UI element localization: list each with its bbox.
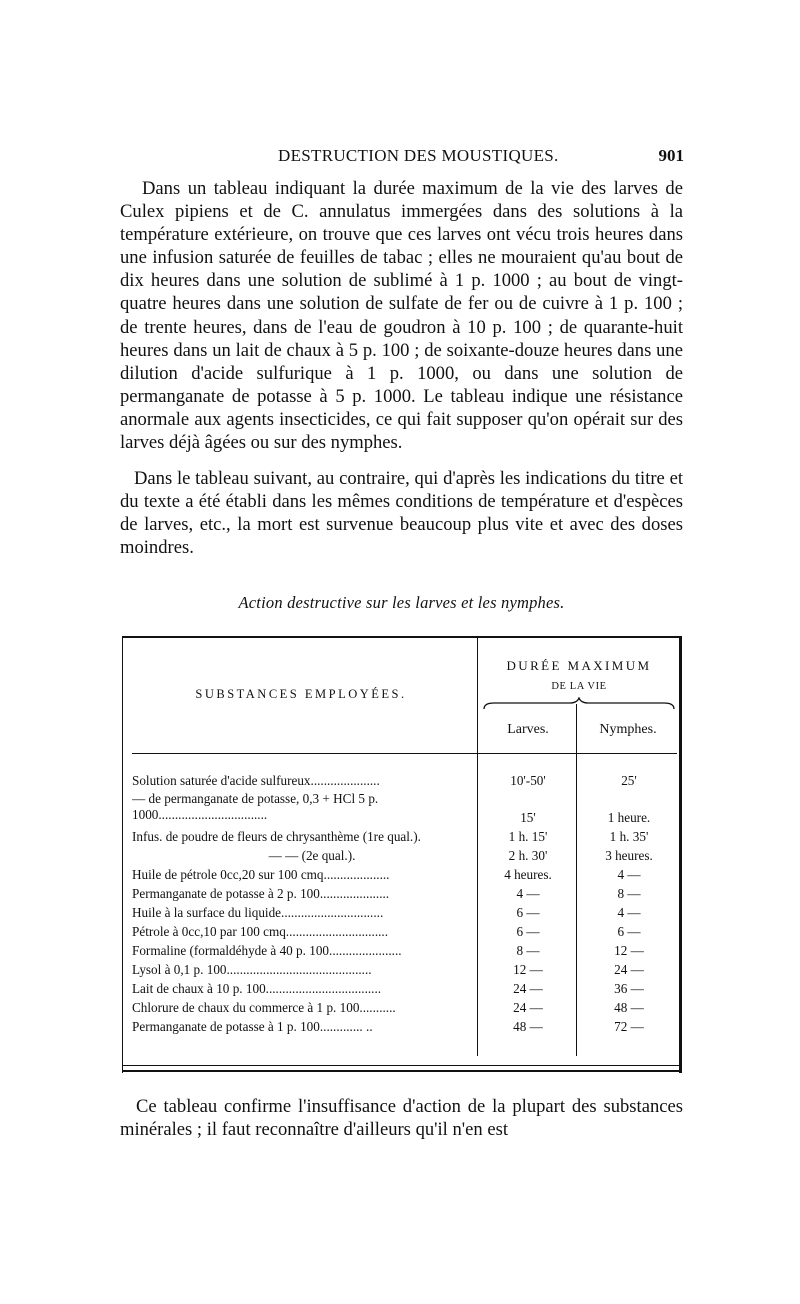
cell-substance: Huile de pétrole 0cc,20 sur 100 cmq.................... — [132, 867, 390, 882]
table-row — [120, 998, 683, 1017]
cell-substance: Huile à la surface du liquide............................... — [132, 905, 384, 920]
cell-larves: 1 h. 15' — [508, 829, 548, 844]
cell-substance: Solution saturée d'acide sulfureux..................... — [132, 773, 380, 788]
table-bottom-rule-1 — [122, 1065, 682, 1066]
cell-larves: 2 h. 30' — [508, 848, 548, 863]
cell-nymphes: 25' — [621, 773, 637, 788]
header-brace-icon — [482, 697, 676, 711]
table-row — [120, 903, 683, 922]
table-caption: Action destructive sur les larves et les nymphes. — [238, 593, 565, 612]
table-row — [120, 884, 683, 903]
table-header-divider — [132, 753, 677, 754]
cell-substance: Permanganate de potasse à 2 p. 100..................... — [132, 886, 390, 901]
cell-substance: — — (2e qual.). — [268, 848, 356, 863]
cell-larves: 24 — — [513, 981, 543, 996]
cell-substance: Lysol à 0,1 p. 100............................................ — [132, 962, 372, 977]
cell-nymphes: 72 — — [614, 1019, 644, 1034]
paragraph-3: Ce tableau confirme l'insuffisance d'action de la plupart des substances minérales ; il faut reconnaître d'ailleurs qu'il n'en est — [120, 1096, 683, 1141]
table-body — [120, 771, 683, 1036]
cell-larves: 4 heures. — [504, 867, 552, 882]
cell-substance: Formaline (formaldéhyde à 40 p. 100...................... — [132, 943, 402, 958]
header-duree-maximum: DURÉE MAXIMUM — [506, 658, 652, 673]
page-header — [120, 146, 686, 170]
cell-substance: — de permanganate de potasse, 0,3 + HCl 5 p. 1000................................. — [132, 791, 379, 822]
cell-nymphes: 12 — — [614, 943, 644, 958]
paragraph-2: Dans le tableau suivant, au contraire, qui d'après les indications du titre et du texte a été établi dans les mêmes conditions de température et d'espèces de larves, etc., la mort est survenue beaucoup plus vite et avec des doses moindres. — [120, 468, 683, 559]
running-title: DESTRUCTION DES MOUSTIQUES. — [278, 146, 559, 165]
cell-larves: 10'-50' — [510, 773, 546, 788]
cell-substance: Pétrole à 0cc,10 par 100 cmq............................... — [132, 924, 389, 939]
cell-nymphes: 4 — — [617, 905, 641, 920]
cell-nymphes: 36 — — [614, 981, 644, 996]
table-row — [120, 960, 683, 979]
table-row — [120, 941, 683, 960]
table-row — [120, 771, 683, 790]
table-top-rule — [122, 636, 682, 638]
cell-nymphes: 1 heure. — [607, 810, 651, 825]
page-number: 901 — [658, 146, 684, 165]
header-substances: SUBSTANCES EMPLOYÉES. — [195, 687, 407, 701]
cell-nymphes: 4 — — [617, 867, 641, 882]
header-larves: Larves. — [507, 722, 549, 737]
cell-substance: Infus. de poudre de fleurs de chrysanthème (1re qual.). — [132, 829, 421, 844]
table-row — [120, 979, 683, 998]
cell-substance: Chlorure de chaux du commerce à 1 p. 100........... — [132, 1000, 396, 1015]
table-row — [120, 922, 683, 941]
cell-larves: 24 — — [513, 1000, 543, 1015]
cell-substance: Permanganate de potasse à 1 p. 100............. .. — [132, 1019, 373, 1034]
cell-substance: Lait de chaux à 10 p. 100................................... — [132, 981, 382, 996]
table-row — [120, 1017, 683, 1036]
cell-nymphes: 3 heures. — [605, 848, 653, 863]
cell-nymphes: 1 h. 35' — [609, 829, 649, 844]
cell-larves: 4 — — [516, 886, 540, 901]
cell-nymphes: 6 — — [617, 924, 641, 939]
table-row — [120, 865, 683, 884]
cell-nymphes: 48 — — [614, 1000, 644, 1015]
header-de-la-vie: DE LA VIE — [551, 681, 607, 692]
table-row — [120, 827, 683, 846]
cell-larves: 12 — — [513, 962, 543, 977]
table-row — [120, 846, 683, 865]
cell-larves: 8 — — [516, 943, 540, 958]
cell-larves: 6 — — [516, 924, 540, 939]
paragraph-1: Dans un tableau indiquant la durée maximum de la vie des larves de Culex pipiens et de C. annulatus immergées dans des solutions à la température extérieure, on trouve que ces larves ont vécu trois heures dans une infusion saturée de feuilles de tabac ; elles ne mouraient qu'au bout de dix heures dans une solution de sublimé à 1 p. 1000 ; au bout de vingt-quatre heures dans une solution de sulfate de fer ou de cuivre à 1 p. 100 ; de trente heures, dans de l'eau de goudron à 10 p. 100 ; de quarante-huit heures dans un lait de chaux à 5 p. 100 ; de soixante-douze heures dans une dilution d'acide sulfurique à 1 p. 1000, ou dans une solution de permanganate de potasse à 5 p. 1000. Le tableau indique une résistance anormale aux agents insecticides, ce qui fait supposer qu'on opérait sur des larves déjà âgées ou sur des nymphes. — [120, 178, 683, 454]
cell-larves: 48 — — [513, 1019, 543, 1034]
data-table — [120, 636, 683, 1073]
cell-larves: 15' — [520, 810, 536, 825]
header-nymphes: Nymphes. — [599, 722, 657, 737]
table-bottom-rule-2 — [122, 1070, 682, 1072]
cell-larves: 6 — — [516, 905, 540, 920]
cell-nymphes: 24 — — [614, 962, 644, 977]
table-row — [120, 790, 683, 827]
cell-nymphes: 8 — — [617, 886, 641, 901]
